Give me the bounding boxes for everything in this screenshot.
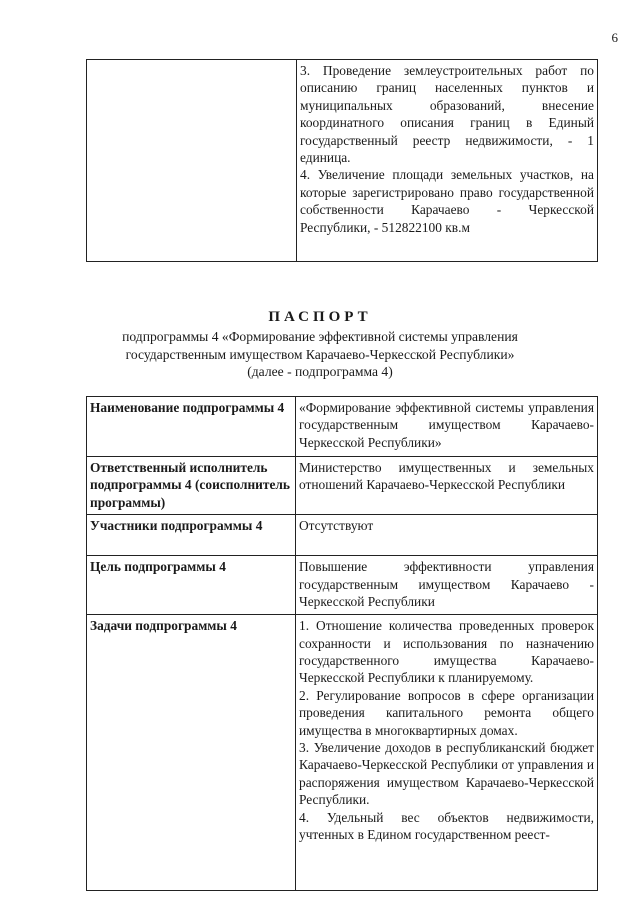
task-item-3: 3. Увеличение доходов в республиканский бюджет Карачаево-Черкесской Республики от управления и распоряжения имуществом Карачаево-Черкесской Республики. xyxy=(299,740,594,808)
row-label: Цель подпрограммы 4 xyxy=(87,556,296,615)
table-row xyxy=(87,556,598,615)
continuation-table xyxy=(86,59,598,262)
passport-subtitle xyxy=(0,328,640,381)
empty-cell xyxy=(87,60,297,262)
page-number: 6 xyxy=(611,30,618,45)
row-value-text: Отсутствуют xyxy=(299,518,374,534)
row-label: Наименование подпрограммы 4 xyxy=(87,397,296,457)
table-row xyxy=(87,457,598,515)
indicator-item-4: 4. Увеличение площади земельных участков, на которые зарегистрировано право государственной собственности Карачаево - Черкесской Республики, - 512822100 кв.м xyxy=(300,167,594,235)
table-row xyxy=(87,397,598,457)
table-row xyxy=(87,615,598,891)
row-value xyxy=(296,556,598,615)
row-label: Ответственный исполнитель подпрограммы 4 (соисполнитель программы) xyxy=(87,457,296,515)
passport-subtitle-line: (далее - подпрограмма 4) xyxy=(247,364,393,380)
row-value xyxy=(296,515,598,556)
indicators-cell xyxy=(297,60,598,262)
row-value-text: Повышение эффективности управления государственным имуществом Карачаево - Черкесской Республики xyxy=(299,559,594,610)
row-label: Задачи подпрограммы 4 xyxy=(87,615,296,891)
row-value xyxy=(296,615,598,891)
row-value xyxy=(296,457,598,515)
row-label: Участники подпрограммы 4 xyxy=(87,515,296,556)
passport-title: ПАСПОРТ xyxy=(268,309,372,325)
passport-subtitle-line: подпрограммы 4 «Формирование эффективной системы управления xyxy=(122,329,518,344)
task-item-2: 2. Регулирование вопросов в сфере организации проведения капитального ремонта общего имущества в многоквартирных домах. xyxy=(299,687,594,738)
task-item-1: 1. Отношение количества проведенных проверок сохранности и использования по назначению государственного имущества Карачаево-Черкесской Республики к планируемому. xyxy=(299,618,594,686)
passport-subtitle-line: государственным имуществом Карачаево-Черкесской Республики» xyxy=(125,346,515,362)
table-row xyxy=(87,60,598,262)
row-value xyxy=(296,397,598,457)
row-value-text: «Формирование эффективной системы управления государственным имуществом Карачаево-Черкесской Республики» xyxy=(299,400,594,450)
passport-table xyxy=(86,396,598,891)
row-value-text: Министерство имущественных и земельных отношений Карачаево-Черкесской Республики xyxy=(299,460,594,493)
table-row xyxy=(87,515,598,556)
task-item-4: 4. Удельный вес объектов недвижимости, учтенных в Едином государственном реест- xyxy=(299,809,594,843)
indicator-item-3: 3. Проведение землеустроительных работ по описанию границ населенных пунктов и муниципальных образований, внесение координатного описания границ в Единый государственный реестр недвижимости, - 1 единица. xyxy=(300,63,594,166)
